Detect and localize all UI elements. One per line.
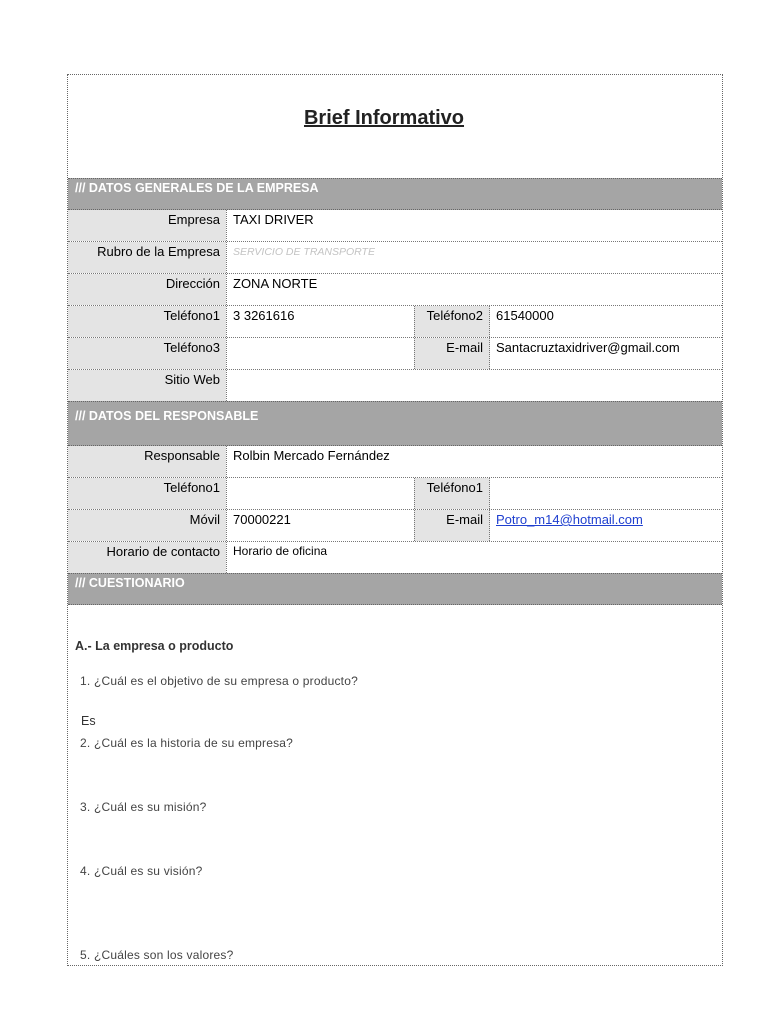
email-label: E-mail <box>414 338 490 369</box>
resp-telefono1-field[interactable] <box>226 478 414 509</box>
resp-telefono1b-label: Teléfono1 <box>414 478 490 509</box>
question-5: 5. ¿Cuáles son los valores? <box>80 948 234 962</box>
empresa-field[interactable]: TAXI DRIVER <box>226 210 722 241</box>
section-header-responsable: /// DATOS DEL RESPONSABLE <box>68 401 722 446</box>
sitio-web-label: Sitio Web <box>68 370 226 401</box>
row-empresa <box>68 210 722 242</box>
telefono1-label: Teléfono1 <box>68 306 226 337</box>
answer-1[interactable]: Es <box>81 714 96 728</box>
responsable-label: Responsable <box>68 446 226 477</box>
sitio-web-field[interactable] <box>226 370 722 401</box>
heading-text: La empresa o producto <box>91 639 234 653</box>
question-2: 2. ¿Cuál es la historia de su empresa? <box>80 736 294 750</box>
resp-telefono1-label: Teléfono1 <box>68 478 226 509</box>
telefono2-field[interactable]: 61540000 <box>496 308 554 323</box>
row-responsable-telefonos <box>68 478 722 510</box>
horario-field[interactable]: Horario de oficina <box>226 542 722 573</box>
row-telefonos <box>68 306 722 338</box>
row-responsable <box>68 446 722 478</box>
rubro-field[interactable]: SERVICIO DE TRANSPORTE <box>226 242 722 273</box>
telefono3-label: Teléfono3 <box>68 338 226 369</box>
movil-field[interactable]: 70000221 <box>226 510 414 541</box>
resp-email-field[interactable] <box>490 510 722 541</box>
responsable-field[interactable]: Rolbin Mercado Fernández <box>226 446 722 477</box>
telefono3-field[interactable] <box>226 338 414 369</box>
telefono1-field[interactable]: 3 3261616 <box>226 306 414 337</box>
question-1: 1. ¿Cuál es el objetivo de su empresa o producto? <box>80 674 358 688</box>
question-3: 3. ¿Cuál es su misión? <box>80 800 207 814</box>
resp-email-link[interactable]: Potro_m14@hotmail.com <box>496 512 643 527</box>
telefono2-label: Teléfono2 <box>414 306 490 337</box>
row-horario <box>68 542 722 574</box>
page-title: Brief Informativo <box>303 107 465 129</box>
row-sitio-web <box>68 370 722 402</box>
section-header-general: /// DATOS GENERALES DE LA EMPRESA <box>68 178 722 210</box>
row-direccion <box>68 274 722 306</box>
resp-email-label: E-mail <box>414 510 490 541</box>
row-movil-email <box>68 510 722 542</box>
movil-label: Móvil <box>68 510 226 541</box>
heading-prefix: A.- <box>75 639 92 653</box>
horario-label: Horario de contacto <box>68 542 226 573</box>
question-4: 4. ¿Cuál es su visión? <box>80 864 203 878</box>
row-telefono3-email <box>68 338 722 370</box>
resp-telefono1b-field[interactable] <box>490 478 722 509</box>
section-header-cuestionario: /// CUESTIONARIO <box>68 573 722 605</box>
email-field[interactable]: Santacruztaxidriver@gmail.com <box>496 340 680 355</box>
questionnaire-heading <box>75 639 233 653</box>
direccion-label: Dirección <box>68 274 226 305</box>
empresa-label: Empresa <box>68 210 226 241</box>
direccion-field[interactable]: ZONA NORTE <box>226 274 722 305</box>
rubro-label: Rubro de la Empresa <box>68 242 226 273</box>
row-rubro <box>68 242 722 274</box>
